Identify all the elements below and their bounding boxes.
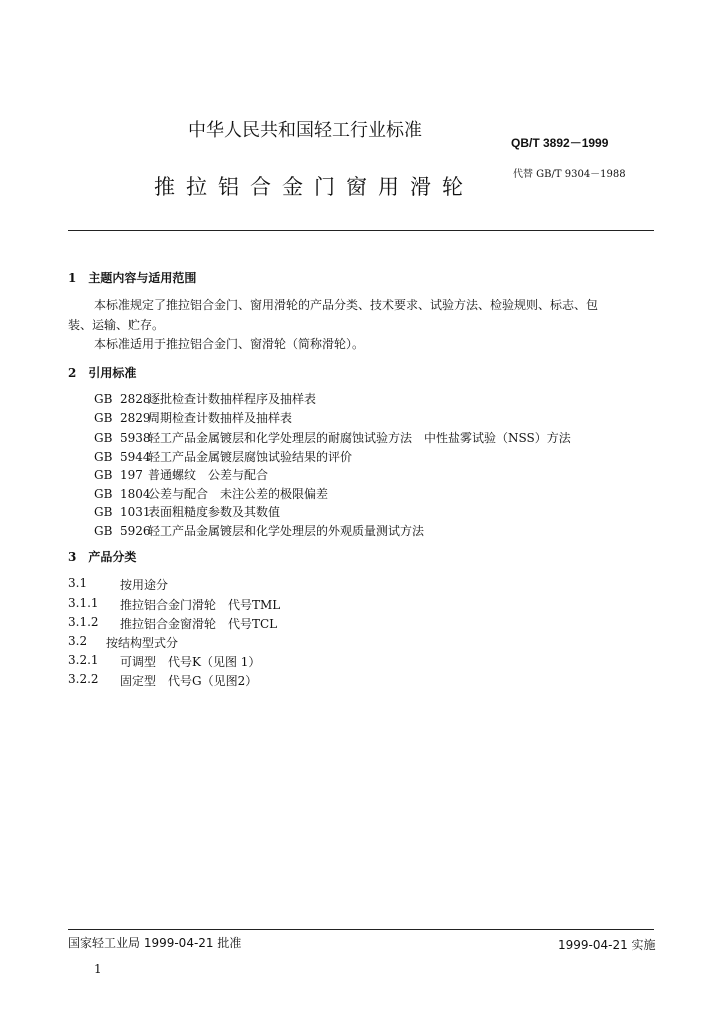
clause-number: 3.2.2 — [68, 672, 99, 686]
clause-text: 按用途分 — [120, 578, 169, 592]
standard-number: QB/T 3892－1999 — [511, 136, 609, 150]
clause-number: 3.2.1 — [68, 653, 99, 667]
reference-item: GB 5938轻工产品金属镀层和化学处理层的耐腐蚀试验方法 中性盐雾试验（NSS）方法 — [94, 431, 571, 445]
reference-item: GB 2828逐批检查计数抽样程序及抽样表 — [94, 392, 317, 406]
section-2-heading: 2 引用标准 — [68, 366, 137, 380]
clause-number: 3.1 — [68, 576, 88, 590]
clause-number: 3.1.2 — [68, 615, 99, 629]
header-divider — [68, 230, 654, 231]
clause-text: 按结构型式分 — [106, 636, 179, 650]
reference-item: GB 2829周期检查计数抽样及抽样表 — [94, 411, 293, 425]
clause-number: 3.2 — [68, 634, 88, 648]
reference-item: GB 1804公差与配合 未注公差的极限偏差 — [94, 487, 329, 501]
section-3-heading: 3 产品分类 — [68, 550, 137, 564]
section-1-paragraph-1-line-2: 装、运输、贮存。 — [68, 318, 165, 332]
effective-date: 1999-04-21 实施 — [558, 938, 656, 952]
clause-text: 固定型 代号G（见图2） — [120, 674, 258, 688]
clause-number: 3.1.1 — [68, 596, 99, 610]
section-1-paragraph-2: 本标准适用于推拉铝合金门、窗滑轮（简称滑轮）。 — [94, 337, 365, 351]
clause-text: 可调型 代号K（见图 1） — [120, 655, 261, 669]
section-1-heading: 1 主题内容与适用范围 — [68, 271, 197, 285]
reference-item: GB 5926轻工产品金属镀层和化学处理层的外观质量测试方法 — [94, 524, 425, 538]
issuing-organization: 中华人民共和国轻工行业标准 — [188, 120, 422, 141]
reference-item: GB 5944轻工产品金属镀层腐蚀试验结果的评价 — [94, 450, 353, 464]
replaces-standard: 代替 GB/T 9304－1988 — [513, 169, 626, 180]
footer-divider — [68, 929, 654, 930]
page-number: 1 — [94, 962, 102, 976]
reference-item: GB 1031表面粗糙度参数及其数值 — [94, 505, 281, 519]
clause-text: 推拉铝合金窗滑轮 代号TCL — [120, 617, 278, 631]
clause-text: 推拉铝合金门滑轮 代号TML — [120, 598, 281, 612]
document-title: 推拉铝合金门窗用滑轮 — [154, 175, 474, 199]
section-1-paragraph-1-line-1: 本标准规定了推拉铝合金门、窗用滑轮的产品分类、技术要求、试验方法、检验规则、标志、包 — [94, 298, 599, 312]
approval-note: 国家轻工业局 1999-04-21 批准 — [68, 936, 242, 950]
reference-item: GB 197 普通螺纹 公差与配合 — [94, 468, 269, 482]
